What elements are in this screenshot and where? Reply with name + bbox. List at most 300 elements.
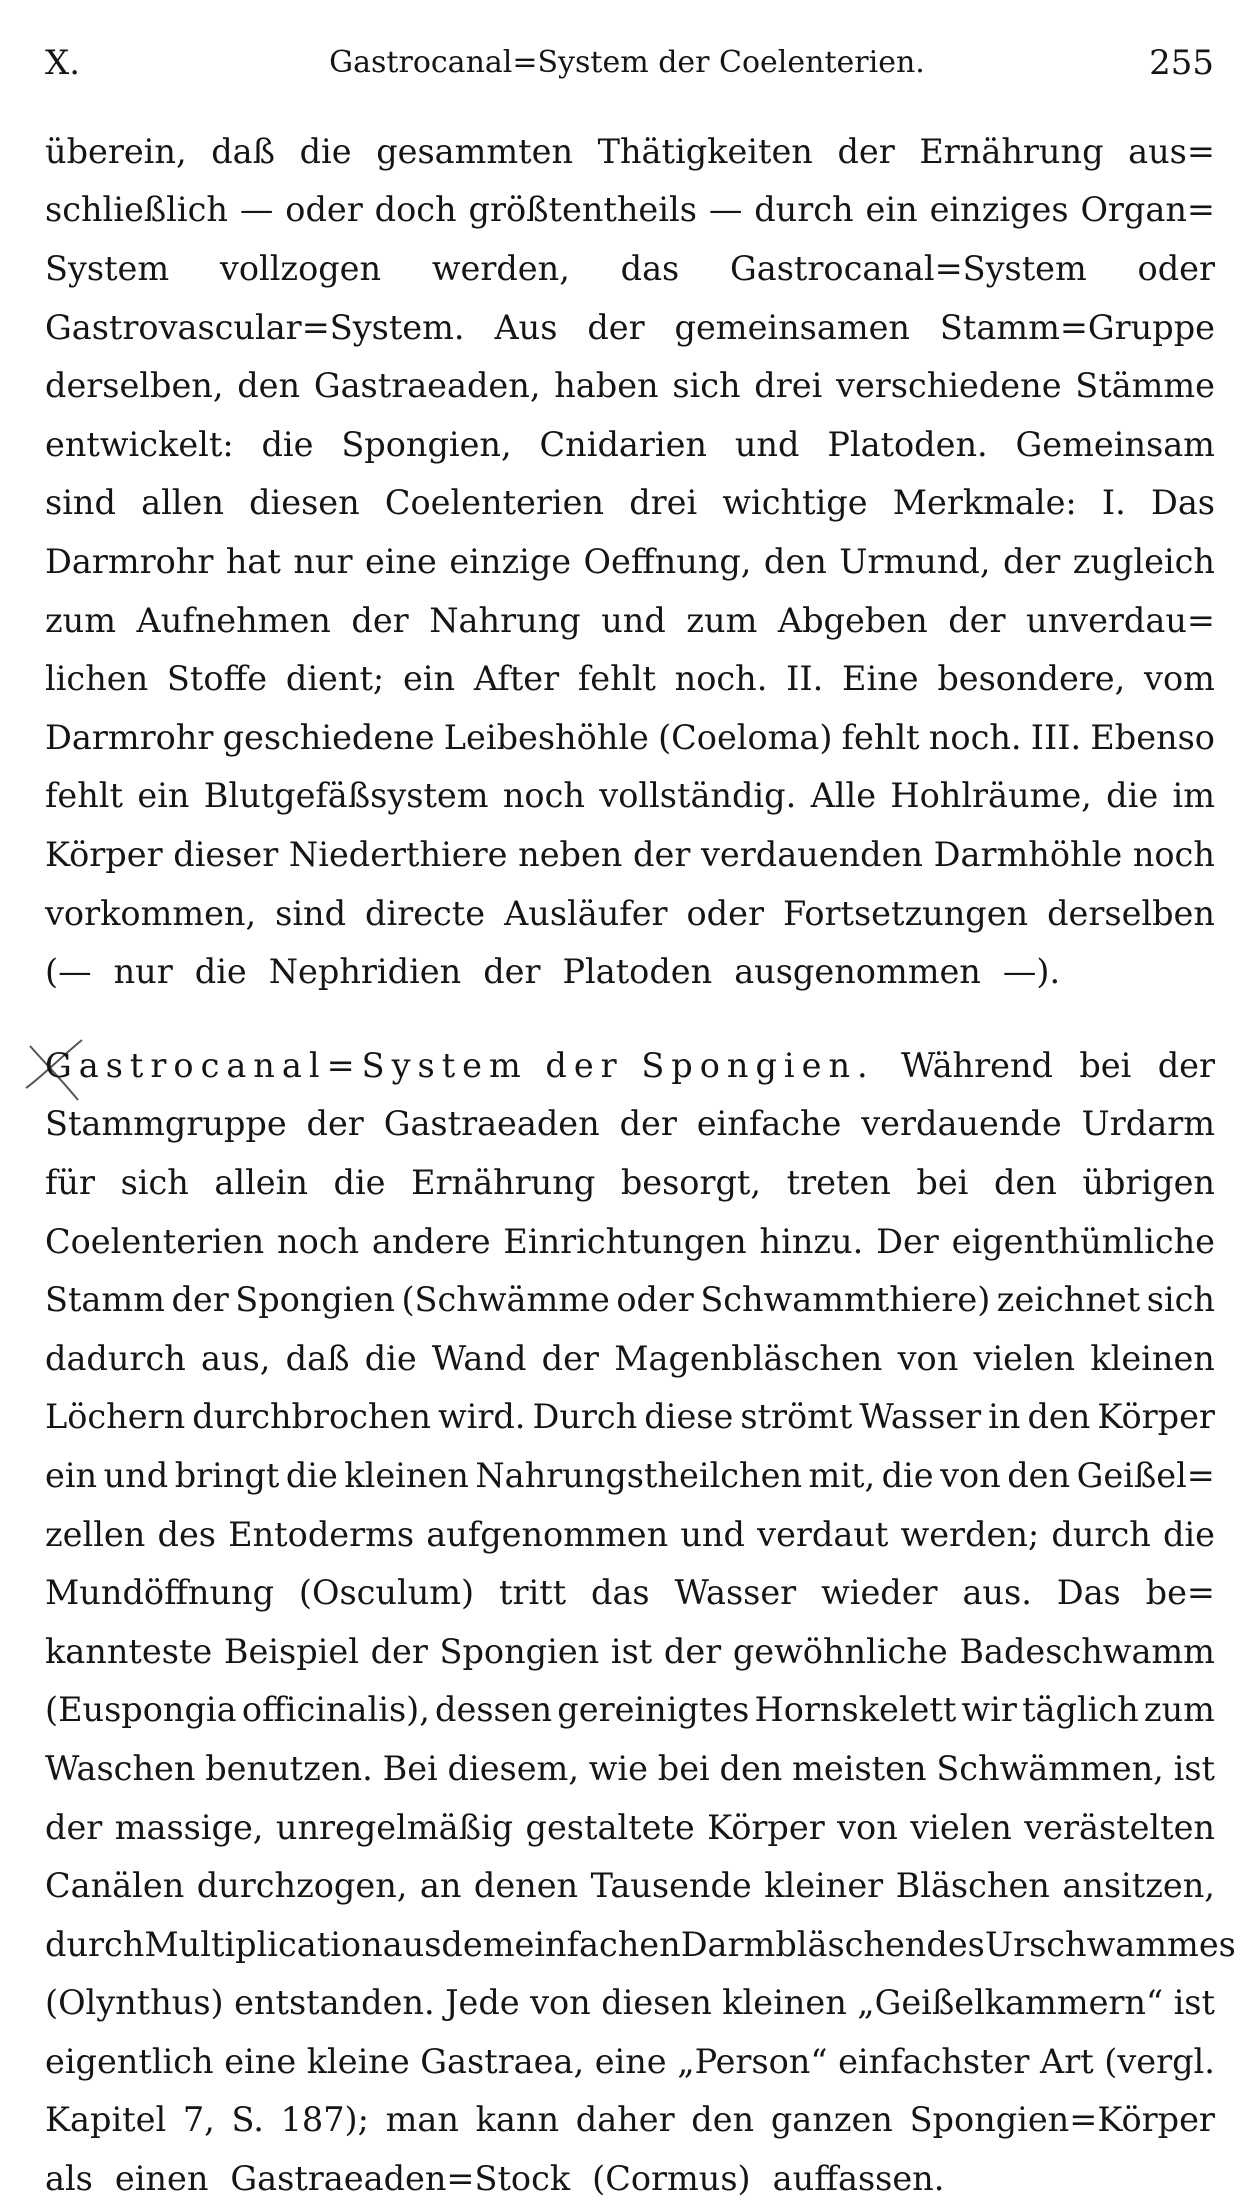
- text-line: [45, 1388, 1215, 1447]
- text-line: [45, 1915, 1236, 1974]
- word: Stoffe: [166, 659, 268, 699]
- word: wir: [961, 1690, 1017, 1730]
- word: vollständig.: [599, 776, 797, 816]
- text-line: [45, 825, 1215, 884]
- word: (Cormus): [592, 2159, 751, 2199]
- word: übrigen: [1082, 1162, 1215, 1202]
- word: Blutgefäßsystem: [203, 776, 489, 816]
- word: daher: [575, 2100, 675, 2140]
- word: bei: [657, 1748, 710, 1788]
- word: ist: [1173, 1748, 1215, 1788]
- word: Beispiel: [223, 1631, 359, 1671]
- word: Ernährung: [411, 1162, 596, 1202]
- word: (Osculum): [298, 1573, 475, 1613]
- word: Gemeinsam: [1015, 424, 1215, 464]
- word: Platoden: [562, 952, 713, 992]
- word: Kapitel: [45, 2100, 167, 2140]
- word: schließlich: [45, 190, 228, 230]
- word: aus.: [962, 1573, 1032, 1613]
- word: Hornskelett: [754, 1690, 957, 1730]
- word: Leibeshöhle: [443, 717, 649, 757]
- word: den: [237, 366, 301, 406]
- word: der: [837, 131, 895, 171]
- word: die: [364, 1338, 417, 1378]
- word: entstanden.: [234, 1983, 435, 2023]
- word: Alle: [810, 776, 877, 816]
- word: noch.: [674, 659, 768, 699]
- word: fehlt: [45, 776, 123, 816]
- word: den: [691, 2100, 755, 2140]
- word: Spongien: [439, 1631, 600, 1671]
- text-line: [45, 356, 1215, 415]
- word: Fortsetzungen: [782, 893, 1029, 933]
- word: kleinen: [1090, 1338, 1215, 1378]
- word: nur: [113, 952, 173, 992]
- word: die: [299, 131, 352, 171]
- word: der: [1002, 541, 1061, 581]
- word: Löchern: [45, 1397, 186, 1437]
- word: ein: [137, 776, 190, 816]
- word: die: [881, 1455, 934, 1495]
- word: sind: [45, 483, 116, 523]
- word: werden;: [900, 1514, 1040, 1554]
- word: —).: [1002, 952, 1061, 992]
- word: Körper: [707, 1807, 825, 1847]
- word: Jede: [445, 1983, 520, 2023]
- word: der: [306, 1104, 364, 1144]
- word: kleiner: [764, 1866, 884, 1906]
- word: von: [897, 1338, 959, 1378]
- word: einfachen: [514, 1924, 681, 1964]
- word: Tausende: [590, 1866, 752, 1906]
- word: bei: [1079, 1045, 1132, 1085]
- word: daß: [211, 131, 276, 171]
- word: geschiedene: [222, 717, 435, 757]
- text-line: [45, 1095, 1215, 1154]
- word: Stamm: [45, 1280, 165, 1320]
- word: officinalis),: [241, 1690, 430, 1730]
- page-number: 255: [1149, 43, 1214, 83]
- word: auffassen.: [772, 2159, 945, 2199]
- word: der: [663, 1631, 722, 1671]
- text-line: [45, 239, 1215, 298]
- word: der: [171, 1280, 229, 1320]
- word: Organ=: [1080, 190, 1215, 230]
- word: unverdau=: [1026, 600, 1215, 640]
- word: Coelenterien: [45, 1221, 265, 1261]
- word: überein,: [45, 131, 187, 171]
- word: den: [719, 1748, 783, 1788]
- word: drei: [754, 366, 823, 406]
- word: nur: [293, 541, 353, 581]
- word: 7,: [182, 2100, 215, 2140]
- word: diesen: [249, 483, 360, 523]
- word: noch: [277, 1221, 360, 1261]
- word: kann: [475, 2100, 560, 2140]
- word: Coelenterien: [384, 483, 605, 523]
- word: Badeschwamm: [959, 1631, 1215, 1671]
- word: den: [763, 541, 827, 581]
- word: oder: [1137, 248, 1215, 288]
- word: oder: [616, 1280, 694, 1320]
- word: Wand: [431, 1338, 527, 1378]
- word: Spongien: [235, 1280, 395, 1320]
- text-line: [45, 2091, 1215, 2150]
- word: dem: [441, 1924, 515, 1964]
- text-line: [45, 1270, 1215, 1329]
- word: wichtige: [722, 483, 868, 523]
- word: hat: [225, 541, 281, 581]
- word: einziges: [929, 190, 1069, 230]
- word: durch: [1051, 1514, 1151, 1554]
- word: des: [926, 1924, 985, 1964]
- word: bei: [916, 1162, 969, 1202]
- text-line: [45, 122, 1215, 181]
- word: zugleich: [1072, 541, 1215, 581]
- word: des: [157, 1514, 216, 1554]
- word: die: [285, 1455, 338, 1495]
- word: Das: [1056, 1573, 1121, 1613]
- word: Darmrohr: [45, 717, 214, 757]
- word: Spongien,: [341, 424, 512, 464]
- word: sich: [1146, 1280, 1215, 1320]
- word: II.: [786, 659, 824, 699]
- word: „Person“: [677, 2041, 828, 2081]
- word: Schwammthiere): [700, 1280, 991, 1320]
- text-line: [45, 181, 1215, 240]
- word: aus=: [1128, 131, 1215, 171]
- word: zum: [686, 600, 758, 640]
- word: vorkommen,: [45, 893, 257, 933]
- text-line: [45, 2032, 1215, 2091]
- word: eine: [364, 541, 437, 581]
- text-line: [45, 1856, 1215, 1915]
- word: diese: [644, 1397, 734, 1437]
- word: Hohlräume,: [890, 776, 1092, 816]
- word: Schwämmen,: [936, 1748, 1164, 1788]
- word: allein: [214, 1162, 308, 1202]
- word: die: [194, 952, 247, 992]
- word: ein: [865, 190, 918, 230]
- word: Urdarm: [1081, 1104, 1215, 1144]
- text-line: [45, 1153, 1215, 1212]
- word: directe: [365, 893, 486, 933]
- word: tritt: [499, 1573, 567, 1613]
- word: zeichnet: [996, 1280, 1141, 1320]
- word: zellen: [45, 1514, 146, 1554]
- word: verdaut: [757, 1514, 889, 1554]
- word: Darmbläschen: [680, 1924, 927, 1964]
- word: von: [940, 1455, 1001, 1495]
- text-line: [45, 532, 1215, 591]
- word: die: [261, 424, 314, 464]
- word: eigenthümliche: [951, 1221, 1215, 1261]
- word: diesem,: [447, 1748, 579, 1788]
- word: Nephridien: [268, 952, 462, 992]
- word: kleine: [306, 2041, 410, 2081]
- word: und: [103, 1455, 169, 1495]
- word: Stämme: [1075, 366, 1215, 406]
- text-line: [45, 474, 1215, 533]
- word: vielen: [973, 1338, 1076, 1378]
- word: ansitzen,: [1062, 1866, 1215, 1906]
- word: haben: [554, 366, 659, 406]
- text-line: [45, 591, 1215, 650]
- word: gewöhnliche: [732, 1631, 948, 1671]
- word: eine: [594, 2041, 667, 2081]
- word: zum: [1143, 1690, 1215, 1730]
- word: (vergl.: [1104, 2041, 1215, 2081]
- word: After: [473, 659, 560, 699]
- word: Wasser: [674, 1573, 797, 1613]
- word: verdauenden: [701, 834, 924, 874]
- word: täglich: [1022, 1690, 1139, 1730]
- word: lichen: [45, 659, 149, 699]
- word: der: [1157, 1045, 1215, 1085]
- word: die: [1162, 1514, 1215, 1554]
- word: an: [419, 1866, 462, 1906]
- word: und: [601, 600, 666, 640]
- word: besorgt,: [620, 1162, 762, 1202]
- word: die: [333, 1162, 386, 1202]
- word: neben: [518, 834, 623, 874]
- word: —: [708, 190, 743, 230]
- text-line: [45, 1505, 1215, 1564]
- word: vielen: [910, 1807, 1012, 1847]
- word: der: [351, 600, 409, 640]
- word: Körper: [45, 834, 163, 874]
- word: eine: [224, 2041, 297, 2081]
- word: durchzogen,: [196, 1866, 408, 1906]
- word: verdauende: [861, 1104, 1062, 1144]
- word: gemeinsamen: [674, 307, 911, 347]
- word: einfachster: [838, 2041, 1030, 2081]
- word: meisten: [792, 1748, 927, 1788]
- running-title: Gastrocanal=System der Coelenterien.: [329, 45, 925, 80]
- word: unregelmäßig: [275, 1807, 514, 1847]
- word: III.: [1030, 717, 1082, 757]
- word: das: [591, 1573, 650, 1613]
- word: in: [988, 1397, 1021, 1437]
- word: Ebenso: [1090, 717, 1215, 757]
- word: der: [483, 952, 541, 992]
- paragraph-spongien: [45, 1036, 1236, 2208]
- text-line: [45, 1798, 1215, 1857]
- word: der: [45, 1807, 103, 1847]
- word: derselben: [1047, 893, 1215, 933]
- word: ist: [1173, 1983, 1215, 2023]
- text-line: [45, 884, 1215, 943]
- word: Das: [1150, 483, 1215, 523]
- word: aus,: [201, 1338, 271, 1378]
- word: den: [993, 1162, 1057, 1202]
- word: den: [1027, 1397, 1091, 1437]
- word: Ernährung: [919, 131, 1104, 171]
- word: Während: [901, 1045, 1053, 1085]
- word: kleinen: [344, 1455, 469, 1495]
- word: denen: [473, 1866, 579, 1906]
- word: System: [45, 248, 170, 288]
- word: I.: [1101, 483, 1126, 523]
- text-line: [45, 1446, 1215, 1505]
- word: für: [45, 1162, 95, 1202]
- word: man: [385, 2100, 459, 2140]
- word: sind: [275, 893, 347, 933]
- word: Gastraeaden,: [313, 366, 541, 406]
- text-line: [45, 1036, 1215, 1095]
- word: massige,: [114, 1807, 264, 1847]
- word: gesammten: [376, 131, 574, 171]
- word: Cnidarien: [539, 424, 707, 464]
- word: gereinigtes: [557, 1690, 750, 1730]
- word: Ausläufer: [504, 893, 668, 933]
- word: Art: [1040, 2041, 1094, 2081]
- word: Gastrocanal=System der Spongien.: [45, 1045, 875, 1085]
- text-line: [45, 942, 1215, 1001]
- text-line: [45, 767, 1215, 826]
- word: zum: [45, 600, 116, 640]
- word: bringt: [174, 1455, 280, 1495]
- word: Gastrovascular=System.: [45, 307, 465, 347]
- word: Thätigkeiten: [597, 131, 813, 171]
- word: werden,: [431, 248, 570, 288]
- word: Aus: [494, 307, 558, 347]
- word: vom: [1144, 659, 1215, 699]
- word: be=: [1145, 1573, 1215, 1613]
- word: ausgenommen: [734, 952, 981, 992]
- word: und: [680, 1514, 745, 1554]
- text-line: [45, 1739, 1215, 1798]
- word: allen: [141, 483, 224, 523]
- word: doch: [374, 190, 457, 230]
- text-line: [45, 1622, 1215, 1681]
- word: „Geißelkammern“: [857, 1983, 1164, 2023]
- word: (Euspongia: [45, 1690, 237, 1730]
- word: (Schwämme: [401, 1280, 610, 1320]
- word: noch: [1132, 834, 1215, 874]
- word: fehlt: [841, 717, 920, 757]
- word: Multiplication: [144, 1924, 383, 1964]
- word: ist: [610, 1631, 653, 1671]
- word: entwickelt:: [45, 424, 234, 464]
- word: eigentlich: [45, 2041, 214, 2081]
- word: der: [370, 1631, 428, 1671]
- word: im: [1172, 776, 1215, 816]
- word: größtentheils: [468, 190, 697, 230]
- word: ein: [402, 659, 456, 699]
- word: der: [948, 600, 1006, 640]
- word: Gastrocanal=System: [730, 248, 1087, 288]
- word: Gastraeaden=Stock: [230, 2159, 571, 2199]
- word: Durch: [532, 1397, 638, 1437]
- word: dient;: [285, 659, 385, 699]
- word: der: [633, 834, 691, 874]
- word: Bei: [382, 1748, 438, 1788]
- word: Magenbläschen: [614, 1338, 883, 1378]
- text-line: [45, 2149, 1215, 2208]
- word: dessen: [435, 1690, 553, 1730]
- word: ein: [45, 1455, 98, 1495]
- word: Merkmale:: [892, 483, 1077, 523]
- word: Aufnehmen: [136, 600, 331, 640]
- paragraph-ernaehrung: [45, 122, 1215, 1001]
- word: mit,: [808, 1455, 876, 1495]
- word: kannteste: [45, 1631, 213, 1671]
- word: Abgeben: [777, 600, 928, 640]
- word: diesen: [601, 1983, 712, 2023]
- word: Einrichtungen: [503, 1221, 747, 1261]
- word: einen: [114, 2159, 209, 2199]
- word: andere: [371, 1221, 491, 1261]
- word: strömt: [740, 1397, 853, 1437]
- word: wieder: [821, 1573, 938, 1613]
- word: fehlt: [577, 659, 656, 699]
- text-line: [45, 1212, 1215, 1271]
- word: oder: [686, 893, 764, 933]
- word: verschiedene: [836, 366, 1062, 406]
- word: Waschen: [45, 1748, 196, 1788]
- word: Stammgruppe: [45, 1104, 287, 1144]
- word: noch: [502, 776, 585, 816]
- word: dadurch: [45, 1338, 186, 1378]
- word: Niederthiere: [288, 834, 508, 874]
- text-line: [45, 649, 1215, 708]
- word: 187);: [280, 2100, 369, 2140]
- word: wird.: [437, 1397, 526, 1437]
- word: Nahrung: [429, 600, 581, 640]
- word: derselben,: [45, 366, 224, 406]
- word: hinzu.: [759, 1221, 864, 1261]
- text-line: [45, 1681, 1215, 1740]
- word: Darmhöhle: [933, 834, 1123, 874]
- text-line: [45, 708, 1215, 767]
- text-line: [45, 415, 1215, 474]
- word: kleinen: [722, 1983, 847, 2023]
- word: Wasser: [859, 1397, 982, 1437]
- word: dieser: [173, 834, 279, 874]
- text-line: [45, 1329, 1215, 1388]
- word: Stamm=Gruppe: [939, 307, 1215, 347]
- word: als: [45, 2159, 93, 2199]
- word: (Olynthus): [45, 1983, 224, 2023]
- word: Nahrungstheilchen: [475, 1455, 803, 1495]
- word: benutzen.: [205, 1748, 373, 1788]
- word: daß: [285, 1338, 350, 1378]
- word: den: [1007, 1455, 1071, 1495]
- word: Urschwammes: [984, 1924, 1236, 1964]
- word: sich: [120, 1162, 189, 1202]
- word: der: [541, 1338, 599, 1378]
- word: Mundöffnung: [45, 1573, 275, 1613]
- word: gestaltete: [525, 1807, 695, 1847]
- word: wie: [588, 1748, 648, 1788]
- word: —: [239, 190, 274, 230]
- word: Eine: [841, 659, 919, 699]
- word: der: [587, 307, 645, 347]
- word: S.: [231, 2100, 264, 2140]
- word: Darmrohr: [45, 541, 214, 581]
- word: sich: [672, 366, 741, 406]
- word: die: [1106, 776, 1159, 816]
- word: das: [620, 248, 680, 288]
- word: Platoden.: [827, 424, 988, 464]
- text-line: [45, 298, 1215, 357]
- word: durch: [45, 1924, 145, 1964]
- word: vollzogen: [219, 248, 382, 288]
- word: Urmund,: [839, 541, 991, 581]
- word: durch: [754, 190, 854, 230]
- word: Geißel=: [1076, 1455, 1215, 1495]
